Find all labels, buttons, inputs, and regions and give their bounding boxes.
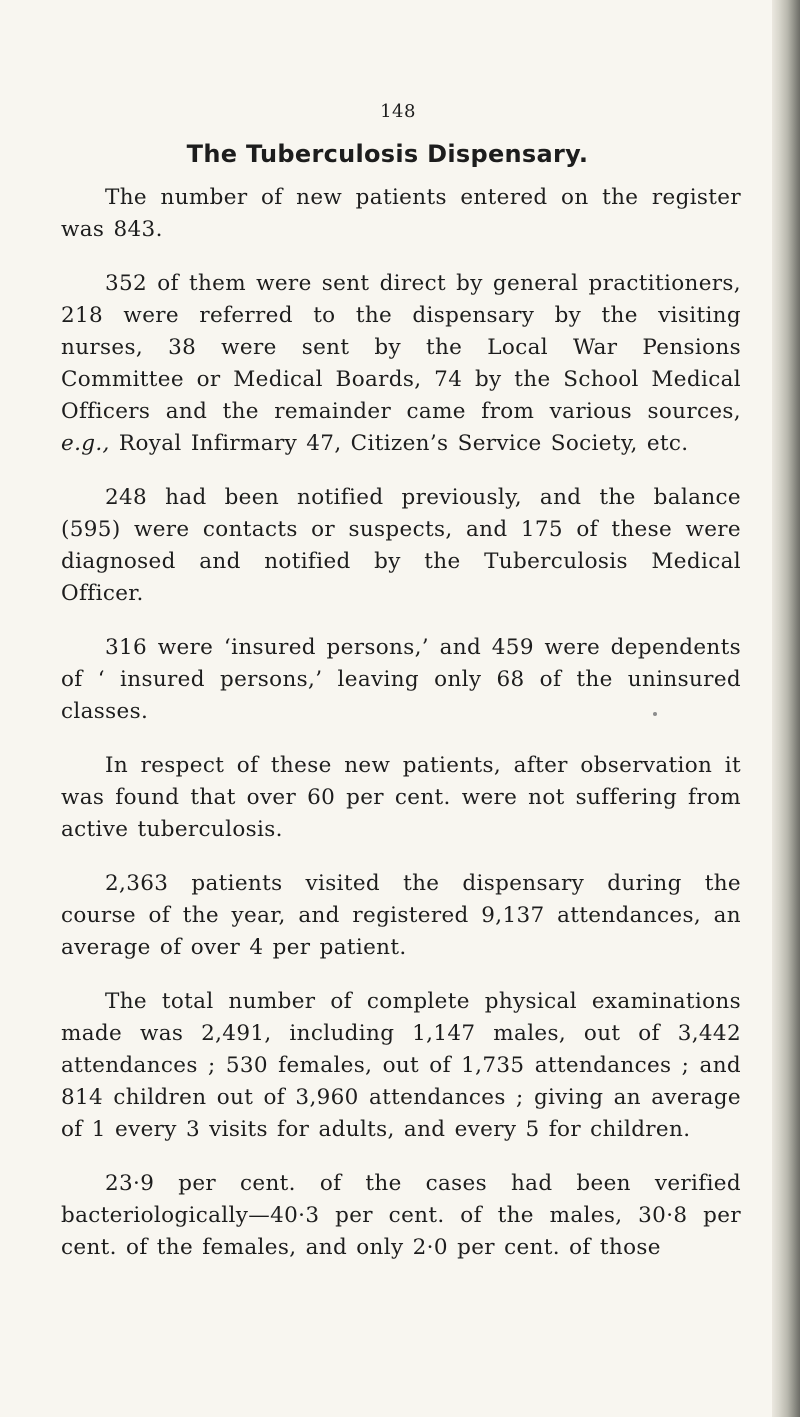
- paragraph-examinations: The total number of complete physical examinations made was 2,491, including 1,147 males, out of 3,442 attendances ; 530 females, out of 1,735 attendances ; and 814 children out of 3,960 attendances ; giving an average of 1 every 3 visits for adults, and every 5 for children.: [61, 989, 741, 1142]
- paragraph-new-patients: The number of new patients entered on the register was 843.: [61, 185, 741, 242]
- paragraph-bacteriological: 23·9 per cent. of the cases had been verified bacteriologically—40·3 per cent. of the males, 30·8 per cent. of the females, and only 2·0 per cent. of those: [61, 1171, 741, 1260]
- body-text: [61, 182, 741, 1286]
- paragraph-insured-persons: 316 were ‘insured persons,’ and 459 were dependents of ‘ insured persons,’ leaving only 68 of the uninsured classes.: [61, 635, 741, 724]
- paragraph-attendances: 2,363 patients visited the dispensary during the course of the year, and registered 9,137 attendances, an average of over 4 per patient.: [61, 871, 741, 960]
- binding-edge: [772, 0, 800, 1417]
- paragraph-notified: 248 had been notified previously, and the balance (595) were contacts or suspects, and 175 of these were diagnosed and notified by the Tuberculosis Medical Officer.: [61, 485, 741, 606]
- paragraph-text-segment: 352 of them were sent direct by general practitioners, 218 were referred to the dispensary by the visiting nurses, 38 were sent by the Local War Pensions Committee or Medical Boards, 74 by the School Medical Officers and the remainder came from various sources,: [61, 271, 741, 424]
- paragraph-referral-sources: [61, 268, 741, 460]
- section-heading: The Tuberculosis Dispensary.: [186, 140, 589, 168]
- paragraph-italic-segment: e.g.,: [61, 431, 110, 456]
- ink-speck: [653, 712, 657, 716]
- paragraph-text-segment: Royal Infirmary 47, Citizen’s Service Society, etc.: [109, 431, 689, 456]
- paragraph-observation: In respect of these new patients, after observation it was found that over 60 per cent. were not suffering from active tuberculosis.: [61, 753, 741, 842]
- page-number: 148: [380, 101, 416, 122]
